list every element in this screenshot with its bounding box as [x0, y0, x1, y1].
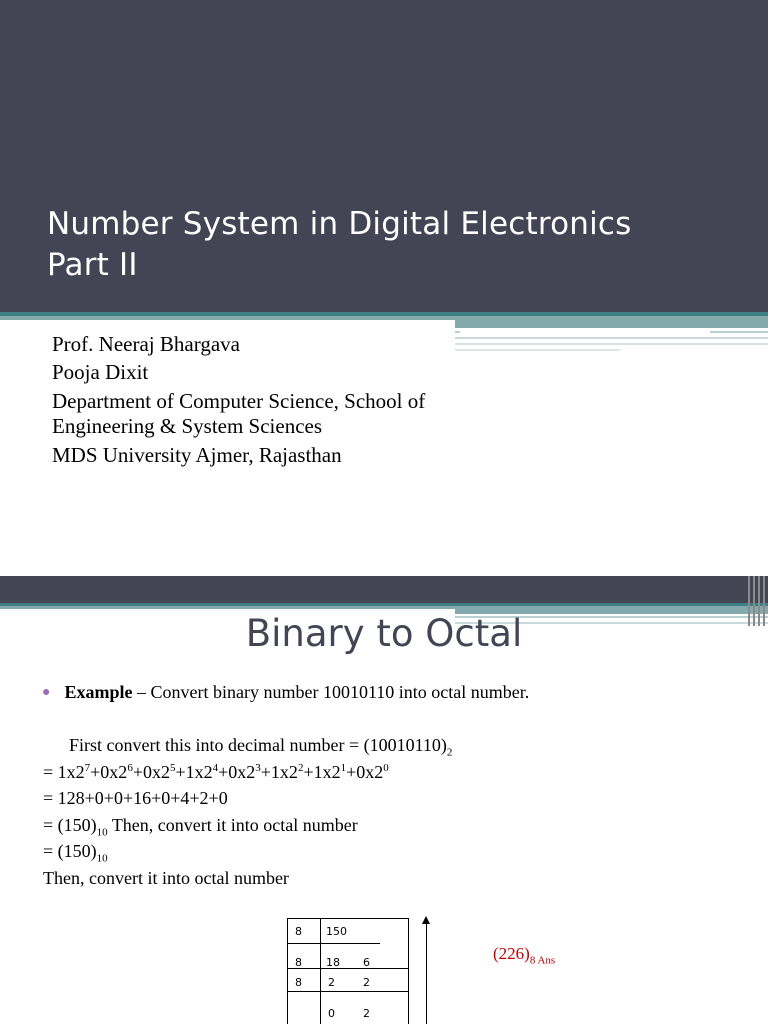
- quotient-cell: 0: [328, 1007, 335, 1020]
- bullet-icon: ●: [42, 685, 51, 700]
- header-band: [0, 576, 768, 603]
- quotient-cell: 2: [328, 976, 335, 989]
- table-divider: [288, 943, 380, 944]
- work-line-5: [43, 838, 452, 865]
- example-label: Example: [64, 682, 133, 702]
- conversion-work: [43, 732, 452, 891]
- work-line-4-post: Then, convert it into octal number: [107, 814, 358, 835]
- term: +0x2: [132, 761, 170, 782]
- work-line-5-pre: = (150): [43, 841, 97, 861]
- divisor-cell: 8: [295, 925, 302, 938]
- slide-title-line-1: Number System in Digital Electronics: [47, 206, 632, 242]
- term: +0x2: [90, 761, 128, 782]
- remainder-cell: 2: [363, 976, 370, 989]
- slide-gap: [0, 560, 768, 576]
- answer-value: (226): [493, 944, 530, 963]
- work-line-1: [43, 732, 452, 759]
- term-exp: 2: [297, 761, 304, 774]
- bullet-example: [42, 682, 529, 703]
- department-line-2: Engineering & System Sciences: [52, 414, 323, 438]
- term-exp: 5: [169, 761, 176, 774]
- term: +0x2: [346, 761, 384, 782]
- department-line-1: Department of Computer Science, School of: [52, 389, 426, 413]
- divisor-cell: 8: [295, 976, 302, 989]
- department: [52, 389, 522, 439]
- divisor-cell: 8: [295, 956, 302, 969]
- term: +0x2: [218, 761, 256, 782]
- answer: [493, 944, 555, 966]
- term: 1x2: [57, 761, 85, 782]
- work-line-5-sub: 10: [96, 852, 108, 865]
- term-exp: 3: [255, 761, 261, 774]
- table-divider: [288, 991, 408, 992]
- author-name: Prof. Neeraj Bhargava: [52, 332, 240, 356]
- work-line-4-sub: 10: [96, 826, 108, 839]
- term-exp: 6: [127, 761, 133, 774]
- quotient-cell: 18: [326, 956, 340, 969]
- term: +1x2: [260, 761, 298, 782]
- term: +1x2: [175, 761, 213, 782]
- term-exp: 1: [340, 761, 347, 774]
- remainder-cell: 2: [363, 1007, 370, 1020]
- work-line-2-prefix: =: [43, 761, 58, 782]
- work-line-4-pre: = (150): [43, 814, 97, 835]
- term-exp: 0: [383, 761, 389, 774]
- table-divider: [288, 968, 408, 969]
- content-slide: [0, 576, 768, 1024]
- stripe-divider: [0, 320, 455, 326]
- slide-title: [47, 204, 757, 286]
- university: MDS University Ajmer, Rajasthan: [52, 443, 342, 467]
- work-line-2: [43, 759, 452, 786]
- work-line-1-text: First convert this into decimal number = (10010110): [69, 735, 447, 755]
- arrow-shaft: [426, 922, 427, 1024]
- term-exp: 7: [84, 761, 91, 774]
- remainder-cell: 6: [363, 956, 370, 969]
- coauthor-name: Pooja Dixit: [52, 360, 149, 384]
- work-line-3: = 128+0+0+16+0+4+2+0: [43, 788, 228, 808]
- division-table: [287, 918, 409, 1024]
- answer-sub: 8 Ans: [529, 954, 556, 967]
- work-line-4: [43, 812, 452, 839]
- stripe-divider: [455, 325, 768, 328]
- slide-title-line-2: Part II: [47, 247, 138, 283]
- table-divider: [320, 919, 321, 1024]
- slide-heading: Binary to Octal: [245, 612, 523, 655]
- work-line-6: Then, convert it into octal number: [43, 867, 289, 888]
- term: +1x2: [303, 761, 341, 782]
- term-exp: 4: [212, 761, 219, 774]
- author-block: [52, 330, 522, 469]
- work-line-1-sub: 2: [446, 746, 453, 759]
- quotient-cell: 150: [326, 925, 347, 938]
- example-text: – Convert binary number 10010110 into octal number.: [132, 682, 530, 702]
